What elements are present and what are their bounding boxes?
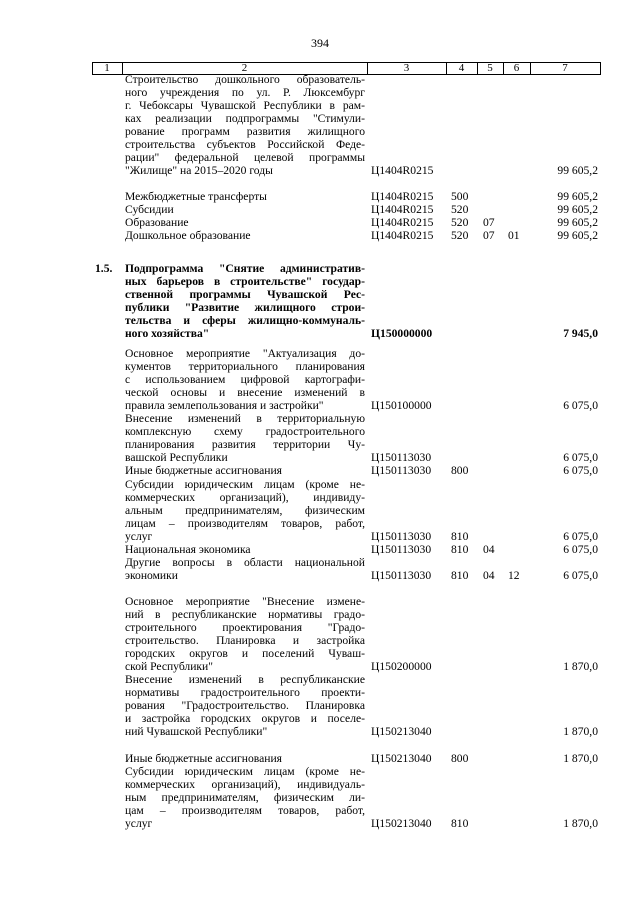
row-name-line: г. Чебоксары Чувашской Республики в рам- <box>125 99 365 112</box>
amount: 6 075,0 <box>563 543 598 556</box>
header-col-7: 7 <box>562 62 568 74</box>
target-code: Ц1404R0215 <box>371 164 434 177</box>
target-code: Ц150213040 <box>371 725 432 738</box>
row-name-line: ного хозяйства" <box>125 327 210 340</box>
row-name-line: публики "Развитие жилищного строи- <box>125 301 365 314</box>
amount: 99 605,2 <box>557 190 598 203</box>
amount: 6 075,0 <box>563 399 598 412</box>
row-name-line: строительство. Планировка и застройка <box>125 634 365 647</box>
expense-group: 810 <box>451 530 469 543</box>
row-name <box>125 216 365 229</box>
expense-group: 810 <box>451 817 469 830</box>
expense-group: 520 <box>451 203 469 216</box>
target-code: Ц150200000 <box>371 660 432 673</box>
row-name-line: Основное мероприятие "Внесение измене- <box>125 595 365 608</box>
expense-group: 500 <box>451 190 469 203</box>
target-code: Ц150113030 <box>371 569 432 582</box>
row-name-line: строительства субъектов Российской Феде- <box>125 138 365 151</box>
row-name <box>125 543 365 556</box>
row-name-line: Основное мероприятие "Актуализация до- <box>125 347 365 360</box>
row-name-line: вашской Республики <box>125 451 228 464</box>
header-col-3: 3 <box>403 62 410 74</box>
row-name-line: коммерческих организаций), индивидуаль- <box>125 778 365 791</box>
section: 07 <box>483 216 495 229</box>
row-name <box>125 752 365 765</box>
row-name <box>125 262 365 340</box>
row-name-line: Межбюджетные трансферты <box>125 190 267 203</box>
row-name <box>125 229 365 242</box>
row-name-line: Иные бюджетные ассигнования <box>125 464 282 477</box>
target-code: Ц150213040 <box>371 752 432 765</box>
row-name <box>125 464 365 477</box>
row-name-line: с использованием цифровой картографи- <box>125 373 365 386</box>
row-name <box>125 556 365 582</box>
row-name-line: рации" федеральной целевой программы <box>125 151 365 164</box>
target-code: Ц150113030 <box>371 464 432 477</box>
row-name-line: планирования развития территории Чу- <box>125 438 365 451</box>
amount: 99 605,2 <box>557 203 598 216</box>
amount: 99 605,2 <box>557 229 598 242</box>
row-name-line: альным предпринимателям, физическим <box>125 504 365 517</box>
row-name-line: рования "Градостроительство. Планировка <box>125 699 365 712</box>
amount: 1 870,0 <box>563 660 598 673</box>
amount: 99 605,2 <box>557 216 598 229</box>
amount: 1 870,0 <box>563 817 598 830</box>
expense-group: 810 <box>451 569 469 582</box>
row-name-line: строительного проектирования "Градо- <box>125 621 365 634</box>
expense-group: 810 <box>451 543 469 556</box>
target-code: Ц150213040 <box>371 817 432 830</box>
amount: 6 075,0 <box>563 451 598 464</box>
target-code: Ц150113030 <box>371 530 432 543</box>
row-name-line: Субсидии юридическим лицам (кроме не- <box>125 765 365 778</box>
section: 04 <box>483 569 495 582</box>
header-col-5: 5 <box>487 62 493 74</box>
target-code: Ц150000000 <box>371 327 433 340</box>
row-name-line: ской Республики" <box>125 660 213 673</box>
header-col-4: 4 <box>458 62 465 74</box>
row-name-line: Иные бюджетные ассигнования <box>125 752 282 765</box>
expense-group: 800 <box>451 464 469 477</box>
row-name <box>125 478 365 543</box>
row-name-line: ках реализации подпрограммы "Стимули- <box>125 112 365 125</box>
row-name-line: ным предпринимателям, физическим ли- <box>125 791 365 804</box>
row-name <box>125 190 365 203</box>
row-name <box>125 73 365 177</box>
row-name-line: коммерческих организаций), индивиду- <box>125 491 365 504</box>
row-name-line: ний Чувашской Республики" <box>125 725 268 738</box>
row-name <box>125 595 365 673</box>
expense-group: 520 <box>451 229 469 242</box>
row-name <box>125 203 365 216</box>
row-name-line: Дошкольное образование <box>125 229 251 242</box>
row-name-line: рование программ развития жилищного <box>125 125 365 138</box>
row-name-line: ний в республиканские нормативы градо- <box>125 608 365 621</box>
amount: 99 605,2 <box>557 164 598 177</box>
row-name-line: ного учреждения по ул. Р. Люксембург <box>125 86 365 99</box>
row-name <box>125 347 365 412</box>
row-name-line: Строительство дошкольного образователь- <box>125 73 365 86</box>
row-number: 1.5. <box>95 262 113 275</box>
row-name-line: городских округов и поселений Чуваш- <box>125 647 365 660</box>
row-name-line: Внесение изменений в республиканские <box>125 673 365 686</box>
target-code: Ц1404R0215 <box>371 190 434 203</box>
row-name-line: Национальная экономика <box>125 543 251 556</box>
row-name-line: Образование <box>125 216 189 229</box>
row-name-line: Подпрограмма "Снятие административ- <box>125 262 365 275</box>
row-name-line: "Жилище" на 2015–2020 годы <box>125 164 273 177</box>
row-name-line: Субсидии <box>125 203 174 216</box>
expense-group: 800 <box>451 752 469 765</box>
target-code: Ц1404R0215 <box>371 229 434 242</box>
amount: 6 075,0 <box>563 569 598 582</box>
row-name <box>125 673 365 738</box>
row-name-line: ческой основы и внесение изменений в <box>125 386 365 399</box>
target-code: Ц1404R0215 <box>371 216 434 229</box>
subsection: 12 <box>508 569 520 582</box>
amount: 6 075,0 <box>563 530 598 543</box>
row-name <box>125 765 365 830</box>
row-name-line: ных барьеров в строительстве" государ- <box>125 275 365 288</box>
section: 07 <box>483 229 495 242</box>
target-code: Ц150100000 <box>371 399 432 412</box>
amount: 6 075,0 <box>563 464 598 477</box>
target-code: Ц1404R0215 <box>371 203 434 216</box>
row-name-line: комплексную схему градостроительного <box>125 425 365 438</box>
row-name-line: услуг <box>125 530 153 543</box>
amount: 1 870,0 <box>563 725 598 738</box>
row-name-line: Субсидии юридическим лицам (кроме не- <box>125 478 365 491</box>
row-name-line: ственной программы Чувашской Рес- <box>125 288 365 301</box>
target-code: Ц150113030 <box>371 543 432 556</box>
header-col-2: 2 <box>241 62 248 74</box>
expense-group: 520 <box>451 216 469 229</box>
row-name-line: лицам – производителям товаров, работ, <box>125 517 365 530</box>
row-name-line: цам – производителям товаров, работ, <box>125 804 365 817</box>
header-col-6: 6 <box>513 62 520 74</box>
amount: 1 870,0 <box>563 752 598 765</box>
row-name-line: экономики <box>125 569 178 582</box>
row-name-line: правила землепользования и застройки" <box>125 399 324 412</box>
row-name <box>125 412 365 464</box>
section: 04 <box>483 543 495 556</box>
row-name-line: Внесение изменений в территориальную <box>125 412 365 425</box>
row-name-line: услуг <box>125 817 153 830</box>
page-number: 394 <box>311 36 329 50</box>
amount: 7 945,0 <box>563 327 598 340</box>
row-name-line: тельства и сферы жилищно-коммуналь- <box>125 314 365 327</box>
row-name-line: Другие вопросы в области национальной <box>125 556 365 569</box>
row-name-line: кументов территориального планирования <box>125 360 365 373</box>
row-name-line: и застройка городских округов и поселе- <box>125 712 365 725</box>
header-col-1: 1 <box>104 62 110 74</box>
row-name-line: нормативы градостроительного проекти- <box>125 686 365 699</box>
target-code: Ц150113030 <box>371 451 432 464</box>
subsection: 01 <box>508 229 520 242</box>
